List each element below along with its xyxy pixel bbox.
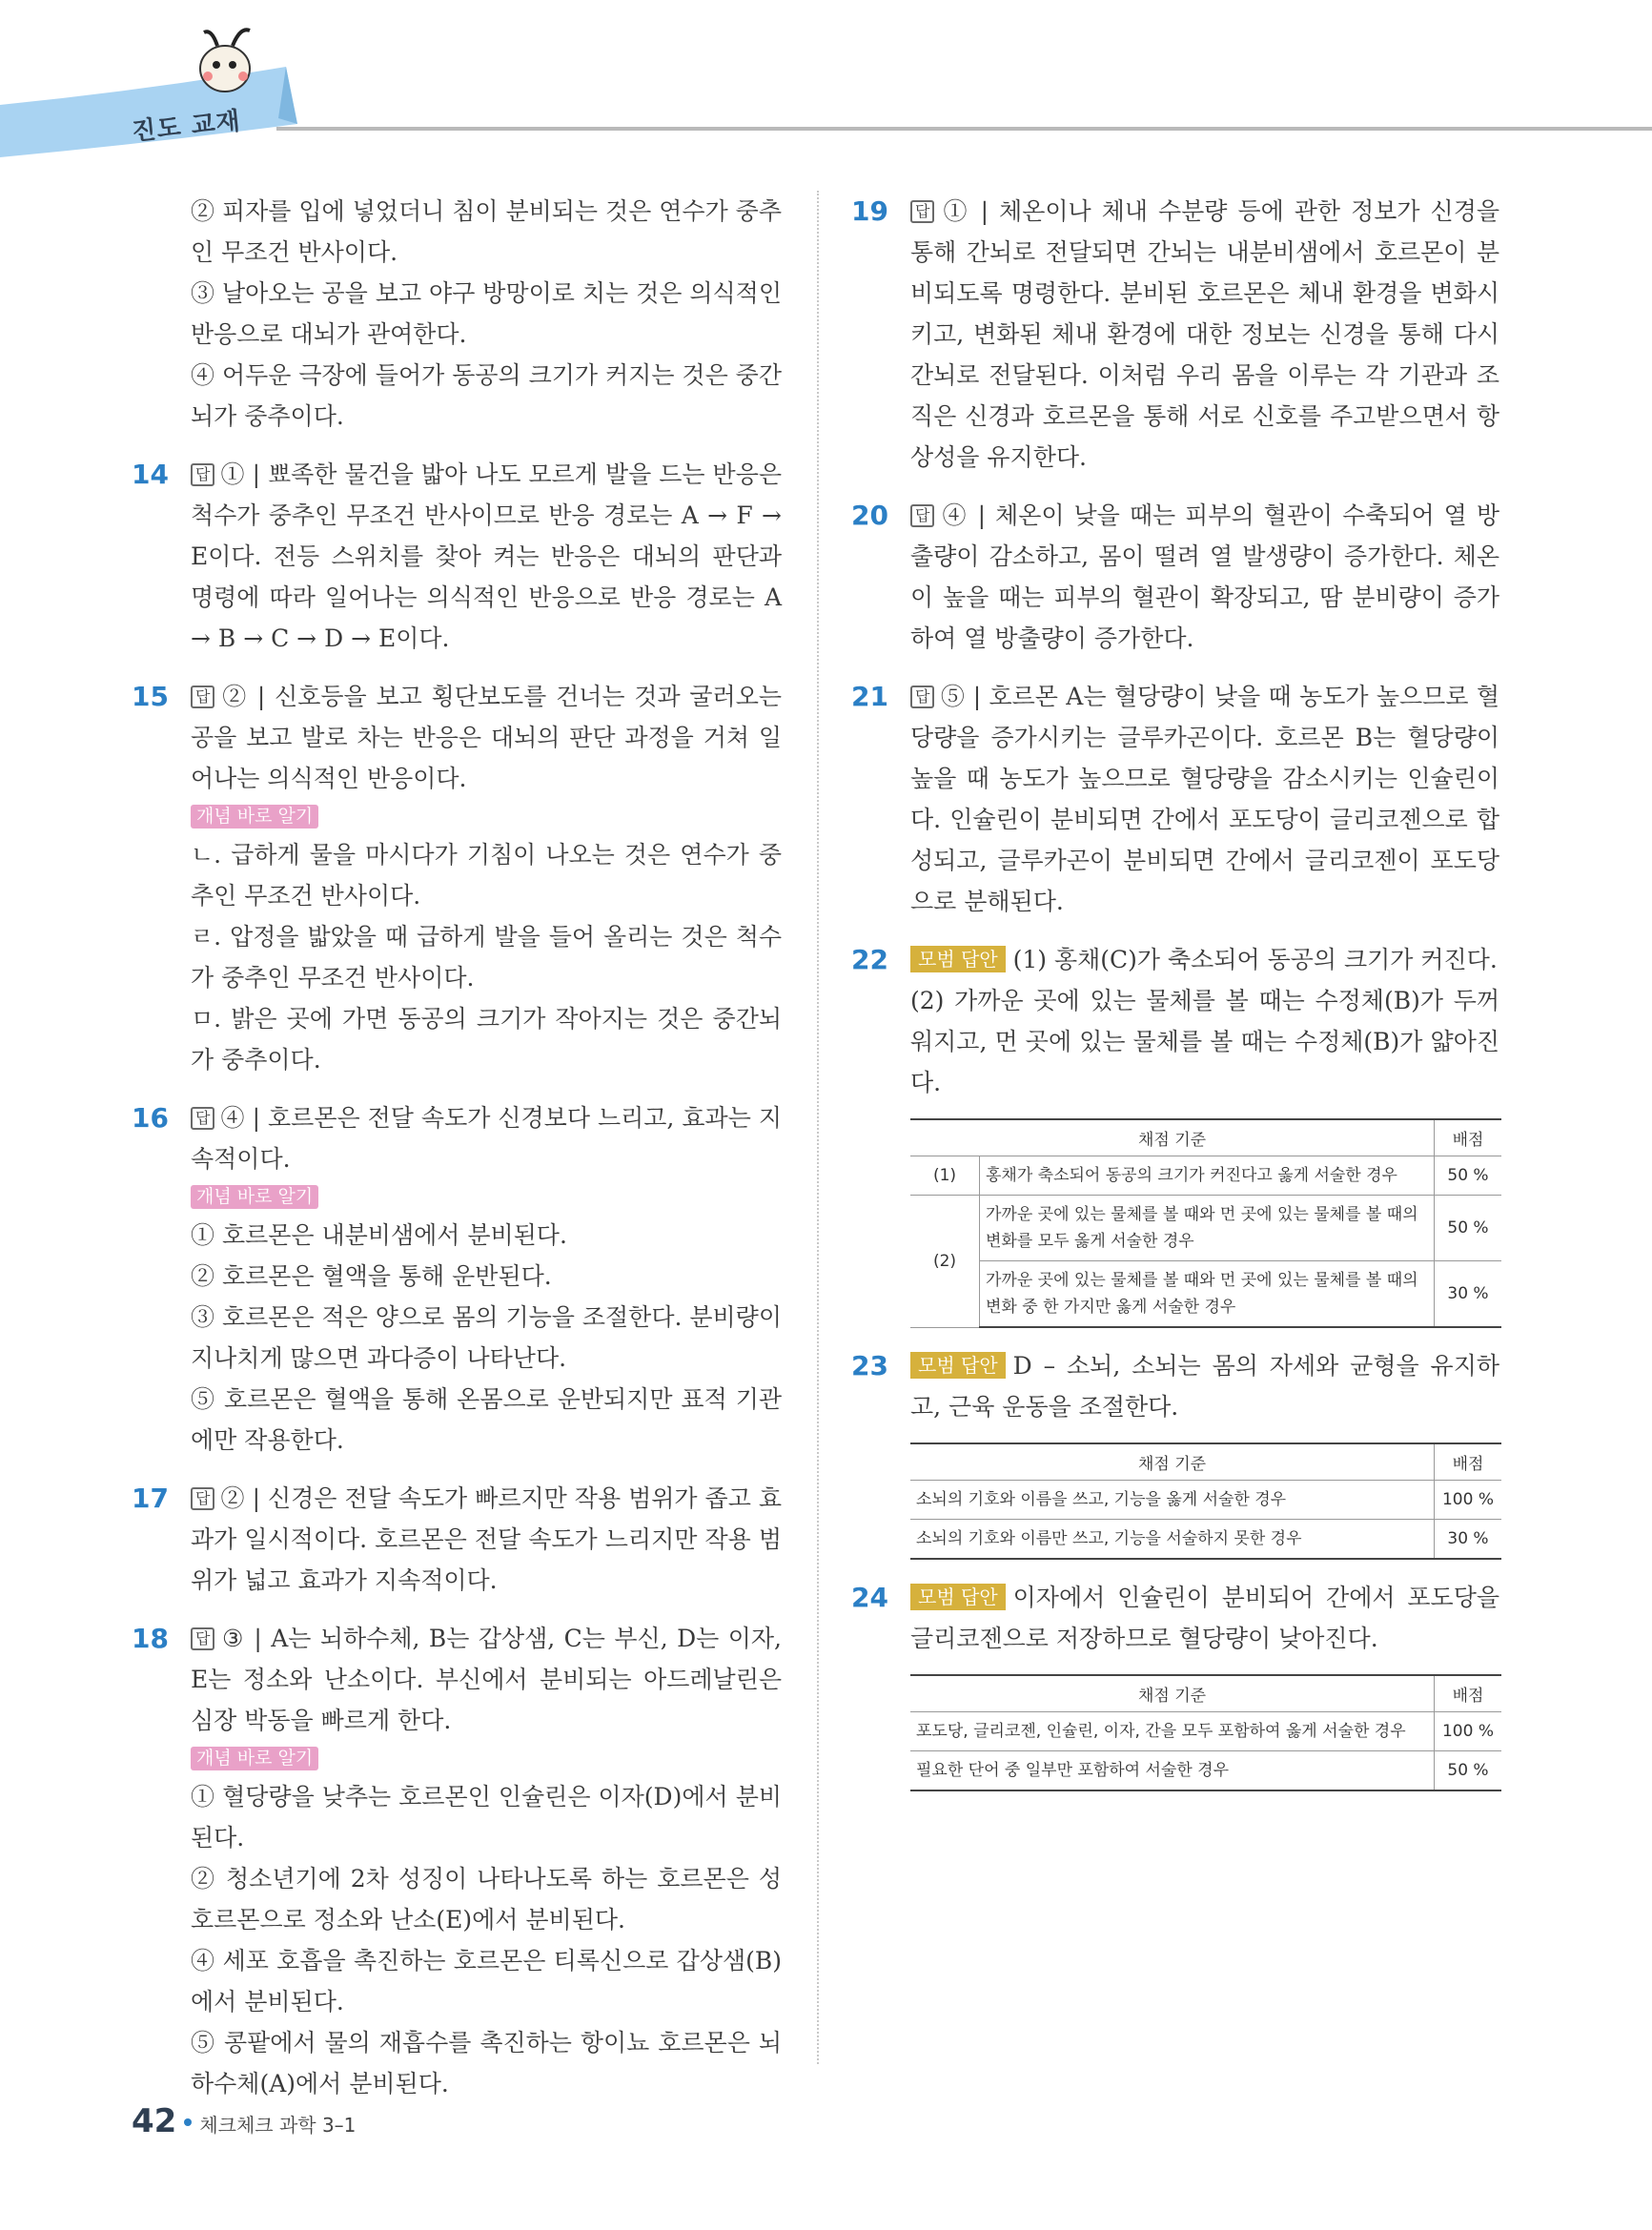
concept-badge: 개념 바로 알기 (191, 1747, 318, 1770)
column-divider (817, 191, 819, 2064)
answer-mark: 답 (191, 1107, 214, 1130)
section-label: 진도 교재 (131, 107, 243, 147)
question-number: 14 (132, 459, 169, 490)
table-row (910, 1156, 1501, 1196)
answer-text: ③ | A는 뇌하수체, B는 갑상샘, C는 부신, D는 이자, E는 정소와 난소이다. 부신에서 분비되는 아드레날린은 심장 박동을 빠르게 한다. (191, 1625, 782, 1734)
question-17 (132, 1478, 782, 1601)
question-16 (132, 1097, 782, 1461)
answer-text: ④ | 호르몬은 전달 속도가 신경보다 느리고, 효과는 지속적이다. (191, 1104, 782, 1173)
table-cell-points: 30 % (1435, 1520, 1502, 1560)
q13-continuation (132, 191, 782, 437)
answer-text: ① | 체온이나 체내 수분량 등에 관한 정보가 신경을 통해 간뇌로 전달되면 간뇌는 내분비샘에서 호르몬이 분비되도록 명령한다. 분비된 호르몬은 체내 환경을 변화시키고, 변화된 체내 환경에 대한 정보는 신경을 통해 다시 간뇌로 전달된다. 이처럼 우리 몸을 이루는 각 기관과 조직은 신경과 호르몬을 통해 서로 신호를 주고받으면서 항상성을 유지한다. (910, 197, 1499, 471)
concept-point: ㅁ. 밝은 곳에 가면 동공의 크기가 작아지는 것은 중간뇌가 중추이다. (191, 1005, 782, 1074)
concept-point: ⑤ 콩팥에서 물의 재흡수를 촉진하는 항이뇨 호르몬은 뇌하수체(A)에서 분비된다. (191, 2029, 782, 2097)
table-header-points: 배점 (1435, 1675, 1502, 1712)
concept-point: ㄹ. 압정을 밟았을 때 급하게 발을 들어 올리는 것은 척수가 중추인 무조건 반사이다. (191, 923, 782, 992)
table-cell-points: 50 % (1435, 1751, 1502, 1791)
question-number: 17 (132, 1483, 169, 1514)
answer-text: ① | 뾰족한 물건을 밟아 나도 모르게 발을 드는 반응은 척수가 중추인 무조건 반사이므로 반응 경로는 A → F → E이다. 전등 스위치를 찾아 켜는 반응은 대뇌의 판단과 명령에 따라 일어나는 의식적인 반응으로 반응 경로는 A → B → C → D → E이다. (191, 460, 782, 652)
question-18 (132, 1618, 782, 2104)
answer-text: ⑤ | 호르몬 A는 혈당량이 낮을 때 농도가 높으므로 혈당량을 증가시키는 글루카곤이다. 호르몬 B는 혈당량이 높을 때 농도가 높으므로 혈당량을 감소시키는 인슐린이다. 인슐린이 분비되면 간에서 포도당이 글리코젠으로 합성되고, 글루카곤이 분비되면 간에서 글리코젠이 포도당으로 분해된다. (910, 683, 1499, 915)
concept-point: ③ 호르몬은 적은 양으로 몸의 기능을 조절한다. 분비량이 지나치게 많으면 과다증이 나타난다. (191, 1303, 782, 1372)
answer-text: ② | 신호등을 보고 횡단보도를 건너는 것과 굴러오는 공을 보고 발로 차는 반응은 대뇌의 판단 과정을 거쳐 일어나는 의식적인 반응이다. (191, 683, 782, 792)
question-23 (851, 1345, 1499, 1560)
question-number: 23 (851, 1350, 888, 1381)
page-footer (132, 2102, 356, 2140)
answer-mark: 답 (910, 200, 934, 223)
table-cell-part: (2) (910, 1196, 980, 1328)
question-21 (851, 676, 1499, 922)
table-cell-criteria: 소뇌의 기호와 이름을 쓰고, 기능을 옳게 서술한 경우 (910, 1481, 1435, 1520)
question-19 (851, 191, 1499, 478)
model-answer-badge: 모범 답안 (910, 1584, 1006, 1610)
answer-text: ④ | 체온이 낮을 때는 피부의 혈관이 수축되어 열 방출량이 감소하고, 몸이 떨려 열 발생량이 증가한다. 체온이 높을 때는 피부의 혈관이 확장되고, 땀 분비량이 증가하여 열 방출량이 증가한다. (910, 501, 1499, 652)
concept-point: ① 혈당량을 낮추는 호르몬인 인슐린은 이자(D)에서 분비된다. (191, 1783, 782, 1852)
answer-mark: 답 (191, 1487, 214, 1510)
model-answer-text: 이자에서 인슐린이 분비되어 간에서 포도당을 글리코젠으로 저장하므로 혈당량이 낮아진다. (910, 1584, 1499, 1652)
question-number: 20 (851, 500, 888, 531)
answer-mark: 답 (910, 685, 934, 708)
table-header-points: 배점 (1435, 1443, 1502, 1481)
question-24 (851, 1577, 1499, 1791)
table-row (910, 1261, 1501, 1328)
table-cell-criteria: 소뇌의 기호와 이름만 쓰고, 기능을 서술하지 못한 경우 (910, 1520, 1435, 1560)
concept-badge: 개념 바로 알기 (191, 805, 318, 829)
table-cell-criteria: 가까운 곳에 있는 물체를 볼 때와 먼 곳에 있는 물체를 볼 때의 변화 중 한 가지만 옳게 서술한 경우 (980, 1261, 1435, 1328)
header-band (0, 0, 1652, 162)
table-cell-points: 100 % (1435, 1712, 1502, 1751)
table-cell-points: 100 % (1435, 1481, 1502, 1520)
model-answer-badge: 모범 답안 (910, 946, 1006, 972)
concept-point: ㄴ. 급하게 물을 마시다가 기침이 나오는 것은 연수가 중추인 무조건 반사이다. (191, 841, 782, 910)
concept-point: ① 호르몬은 내분비샘에서 분비된다. (191, 1221, 567, 1249)
continuation-line: ③ 날아오는 공을 보고 야구 방망이로 치는 것은 의식적인 반응으로 대뇌가 관여한다. (191, 279, 782, 348)
table-cell-criteria: 필요한 단어 중 일부만 포함하여 서술한 경우 (910, 1751, 1435, 1791)
question-number: 19 (851, 195, 888, 227)
answer-mark: 답 (191, 1627, 214, 1650)
page-number: 42 (132, 2102, 177, 2140)
answer-mark: 답 (910, 504, 934, 527)
question-number: 22 (851, 944, 888, 975)
question-20 (851, 495, 1499, 659)
concept-point: ⑤ 호르몬은 혈액을 통해 온몸으로 운반되지만 표적 기관에만 작용한다. (191, 1385, 782, 1454)
answer-mark: 답 (191, 685, 214, 708)
table-header-criteria: 채점 기준 (910, 1443, 1435, 1481)
continuation-line: ② 피자를 입에 넣었더니 침이 분비되는 것은 연수가 중추인 무조건 반사이다. (191, 197, 782, 266)
bullet-icon (184, 2118, 192, 2126)
table-cell-points: 30 % (1435, 1261, 1502, 1328)
concept-badge: 개념 바로 알기 (191, 1185, 318, 1209)
table-row (910, 1520, 1501, 1560)
table-cell-criteria: 홍채가 축소되어 동공의 크기가 커진다고 옳게 서술한 경우 (980, 1156, 1435, 1196)
concept-point: ④ 세포 호흡을 촉진하는 호르몬은 티록신으로 갑상샘(B)에서 분비된다. (191, 1947, 782, 2015)
continuation-line: ④ 어두운 극장에 들어가 동공의 크기가 커지는 것은 중간뇌가 중추이다. (191, 361, 782, 430)
table-header-criteria: 채점 기준 (910, 1119, 1435, 1156)
model-answer-text: (1) 홍채(C)가 축소되어 동공의 크기가 커진다. (1012, 946, 1498, 973)
answer-text: ② | 신경은 전달 속도가 빠르지만 작용 범위가 좁고 효과가 일시적이다. 호르몬은 전달 속도가 느리지만 작용 범위가 넓고 효과가 지속적이다. (191, 1484, 782, 1594)
question-number: 15 (132, 681, 169, 712)
scoring-table (910, 1674, 1501, 1791)
model-answer-text: D – 소뇌, 소뇌는 몸의 자세와 균형을 유지하고, 근육 운동을 조절한다. (910, 1352, 1499, 1421)
table-row (910, 1712, 1501, 1751)
model-answer-text: (2) 가까운 곳에 있는 물체를 볼 때는 수정체(B)가 두꺼워지고, 먼 곳에 있는 물체를 볼 때는 수정체(B)가 얇아진다. (910, 987, 1499, 1096)
model-answer-badge: 모범 답안 (910, 1352, 1006, 1379)
table-header-points: 배점 (1435, 1119, 1502, 1156)
table-header-criteria: 채점 기준 (910, 1675, 1435, 1712)
concept-point: ② 청소년기에 2차 성징이 나타나도록 하는 호르몬은 성호르몬으로 정소와 난소(E)에서 분비된다. (191, 1865, 782, 1933)
question-number: 16 (132, 1102, 169, 1134)
table-row (910, 1481, 1501, 1520)
question-number: 24 (851, 1582, 888, 1613)
table-row (910, 1196, 1501, 1261)
table-cell-criteria: 포도당, 글리코젠, 인슐린, 이자, 간을 모두 포함하여 옳게 서술한 경우 (910, 1712, 1435, 1751)
question-number: 21 (851, 681, 888, 712)
answer-mark: 답 (191, 463, 214, 486)
scoring-table (910, 1442, 1501, 1560)
table-row (910, 1751, 1501, 1791)
table-cell-criteria: 가까운 곳에 있는 물체를 볼 때와 먼 곳에 있는 물체를 볼 때의 변화를 모두 옳게 서술한 경우 (980, 1196, 1435, 1261)
book-title: 체크체크 과학 3–1 (199, 2114, 357, 2137)
question-14 (132, 454, 782, 659)
right-column (851, 191, 1499, 1809)
header-rule (276, 127, 1652, 131)
table-cell-part: (1) (910, 1156, 980, 1196)
concept-point: ② 호르몬은 혈액을 통해 운반된다. (191, 1262, 552, 1290)
question-number: 18 (132, 1623, 169, 1654)
scoring-table (910, 1118, 1501, 1328)
table-cell-points: 50 % (1435, 1156, 1502, 1196)
mascot-icon (200, 30, 250, 92)
left-column (132, 191, 782, 2121)
question-15 (132, 676, 782, 1080)
table-cell-points: 50 % (1435, 1196, 1502, 1261)
question-22 (851, 939, 1499, 1328)
